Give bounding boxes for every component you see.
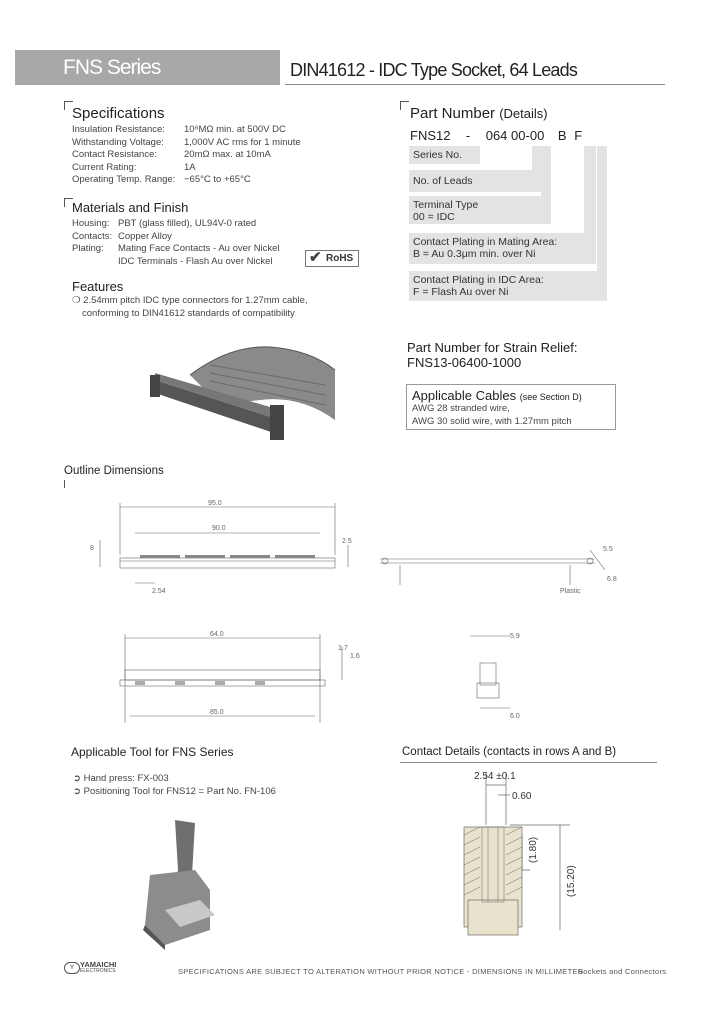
specifications-list [72, 124, 301, 187]
checkmark-icon: ✔ [309, 249, 322, 266]
arrow-icon: ➲ [73, 785, 81, 797]
outline-end-view [465, 628, 535, 723]
height-dim: (15.20) [566, 865, 577, 897]
outline-heading: Outline Dimensions [64, 465, 164, 477]
spec-row: Current Rating: 1A [72, 161, 196, 173]
spec-row: Withstanding Voltage: 1,000V AC rms for 1 minute [72, 136, 301, 148]
dim-label: Plastic [560, 588, 581, 595]
brand-logo: YAMAICHI ELECTRONICS [80, 960, 117, 974]
specifications-heading: Specifications [72, 105, 165, 122]
title-underline [285, 84, 665, 85]
material-row: Contacts: Copper Alloy [72, 230, 172, 242]
tool-photo [140, 815, 230, 950]
dim-label: 6.0 [510, 713, 520, 720]
contact-details-drawing [450, 765, 610, 950]
rohs-badge: ✔ RoHS [305, 250, 359, 267]
spec-row: Operating Temp. Range: −65°C to +65°C [72, 174, 251, 186]
dim-label: 1.7 [338, 645, 348, 652]
bullet-icon: ❍ [72, 295, 81, 306]
features-list: ❍ 2.54mm pitch IDC type connectors for 1.27mm cable, conforming to DIN41612 standards of compatibility [72, 295, 308, 319]
dim-label: 90.0 [212, 525, 226, 532]
pn-box-idc: Contact Plating in IDC Area: F = Flash Au over Ni [409, 271, 607, 301]
dim-label: 2.5 [342, 538, 352, 545]
yamaichi-logo-icon: Y [64, 962, 80, 974]
material-row: IDC Terminals - Flash Au over Nickel [118, 255, 273, 267]
series-title: FNS Series [63, 56, 161, 79]
series-banner [15, 50, 280, 85]
spec-row: Contact Resistance: 20mΩ max. at 10mA [72, 149, 271, 161]
dim-label: 5.5 [603, 546, 613, 553]
pitch-dim: 2.54 ±0.1 [474, 771, 516, 782]
dim-label: 5.9 [510, 633, 520, 640]
dim-label: 2.54 [152, 588, 166, 595]
pn-box-leads: No. of Leads [409, 170, 545, 192]
part-number-heading: Part Number (Details) [410, 105, 548, 122]
footer-notice: SPECIFICATIONS ARE SUBJECT TO ALTERATION WITHOUT PRIOR NOTICE - DIMENSIONS IN MILLIMETER [178, 967, 584, 976]
dim-label: 1.6 [350, 653, 360, 660]
width-dim: 0.60 [512, 791, 532, 802]
dim-label: 85.0 [210, 709, 224, 716]
connector-photo [150, 325, 340, 445]
spec-row: Insulation Resistance: 10⁶MΩ min. at 500V DC [72, 124, 286, 135]
applicable-cables-box: Applicable Cables (see Section D) AWG 28 stranded wire, AWG 30 solid wire, with 1.27mm pitch [406, 384, 616, 430]
section-corner-mark [400, 101, 409, 110]
footer-section: Sockets and Connectors [578, 967, 667, 976]
materials-heading: Materials and Finish [72, 200, 189, 215]
tool-list: ➲ Hand press: FX-003 ➲ Positioning Tool for FNS12 = Part No. FN-106 [73, 773, 276, 797]
pn-box-series: Series No. [409, 146, 479, 164]
page-title: DIN41612 - IDC Type Socket, 64 Leads [290, 60, 578, 80]
arrow-icon: ➲ [73, 773, 81, 784]
dim-label: 95.0 [208, 500, 222, 507]
height-dim: (1.80) [528, 836, 539, 863]
dim-label: 8 [90, 545, 94, 552]
material-row: Housing: PBT (glass filled), UL94V-0 rated [72, 218, 257, 229]
materials-list [72, 218, 280, 268]
outline-front-view [110, 628, 360, 733]
pn-box-terminal: Terminal Type 00 = IDC [409, 196, 551, 224]
pn-box-mating: Contact Plating in Mating Area: B = Au 0.3μm min. over Ni [409, 233, 596, 264]
features-heading: Features [72, 279, 124, 294]
outline-top-view [90, 495, 360, 605]
strain-relief: Part Number for Strain Relief: FNS13-06400-1000 [407, 340, 578, 370]
material-row: Plating: Mating Face Contacts - Au over Nickel [72, 243, 280, 255]
dim-label: 64.0 [210, 631, 224, 638]
tool-heading: Applicable Tool for FNS Series [71, 745, 234, 759]
dim-label: 6.8 [607, 576, 617, 583]
part-number-code: FNS12 - 064 00-00 B F [410, 128, 583, 143]
outline-side-view [375, 535, 635, 610]
contact-details-heading: Contact Details (contacts in rows A and B) [402, 746, 617, 758]
